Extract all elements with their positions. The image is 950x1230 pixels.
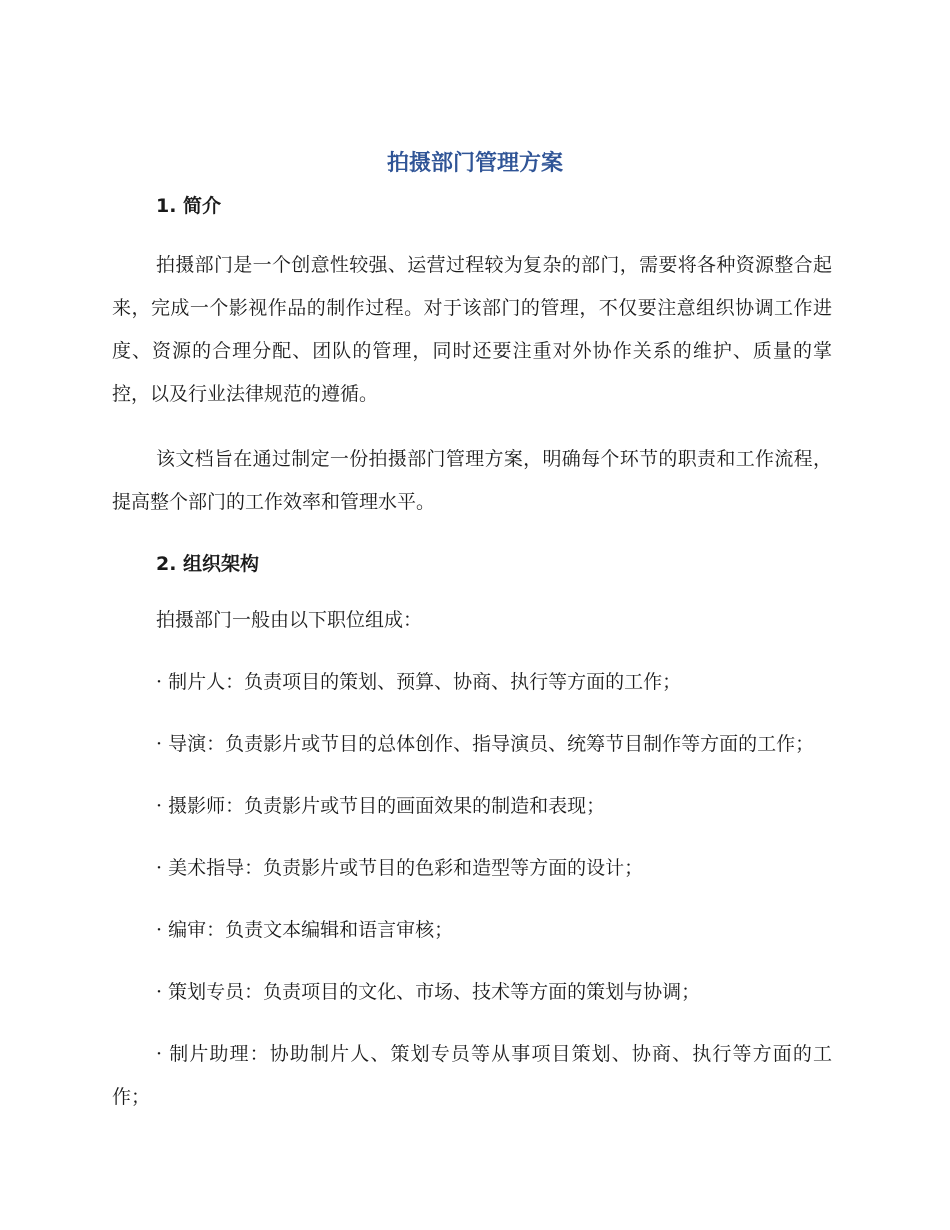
section-organization [112, 548, 832, 1119]
paragraph: 拍摄部门一般由以下职位组成： [156, 609, 423, 631]
role-item: · 导演：负责影片或节目的总体创作、指导演员、统筹节目制作等方面的工作； [156, 733, 815, 755]
role-item: · 编审：负责文本编辑和语言审核； [156, 919, 454, 941]
section-introduction [112, 190, 832, 524]
section-heading: 1. 简介 [156, 195, 222, 217]
role-item: · 制片助理：协助制片人、策划专员等从事项目策划、协商、执行等方面的工作； [112, 1043, 832, 1108]
role-item: · 美术指导：负责影片或节目的色彩和造型等方面的设计； [156, 857, 644, 879]
role-item: · 制片人：负责项目的策划、预算、协商、执行等方面的工作； [156, 671, 682, 693]
section-heading: 2. 组织架构 [156, 553, 260, 575]
paragraph: 该文档旨在通过制定一份拍摄部门管理方案，明确每个环节的职责和工作流程，提高整个部门的工作效率和管理水平。 [112, 448, 832, 513]
paragraph: 拍摄部门是一个创意性较强、运营过程较为复杂的部门，需要将各种资源整合起来，完成一个影视作品的制作过程。对于该部门的管理，不仅要注意组织协调工作进度、资源的合理分配、团队的管理，同时还要注重对外协作关系的维护、质量的掌控，以及行业法律规范的遵循。 [112, 254, 832, 405]
role-list [112, 661, 832, 1119]
role-item: · 策划专员：负责项目的文化、市场、技术等方面的策划与协调； [156, 981, 701, 1003]
document-body [112, 190, 832, 1119]
role-item: · 摄影师：负责影片或节目的画面效果的制造和表现； [156, 795, 606, 817]
document-title: 拍摄部门管理方案 [386, 151, 563, 176]
